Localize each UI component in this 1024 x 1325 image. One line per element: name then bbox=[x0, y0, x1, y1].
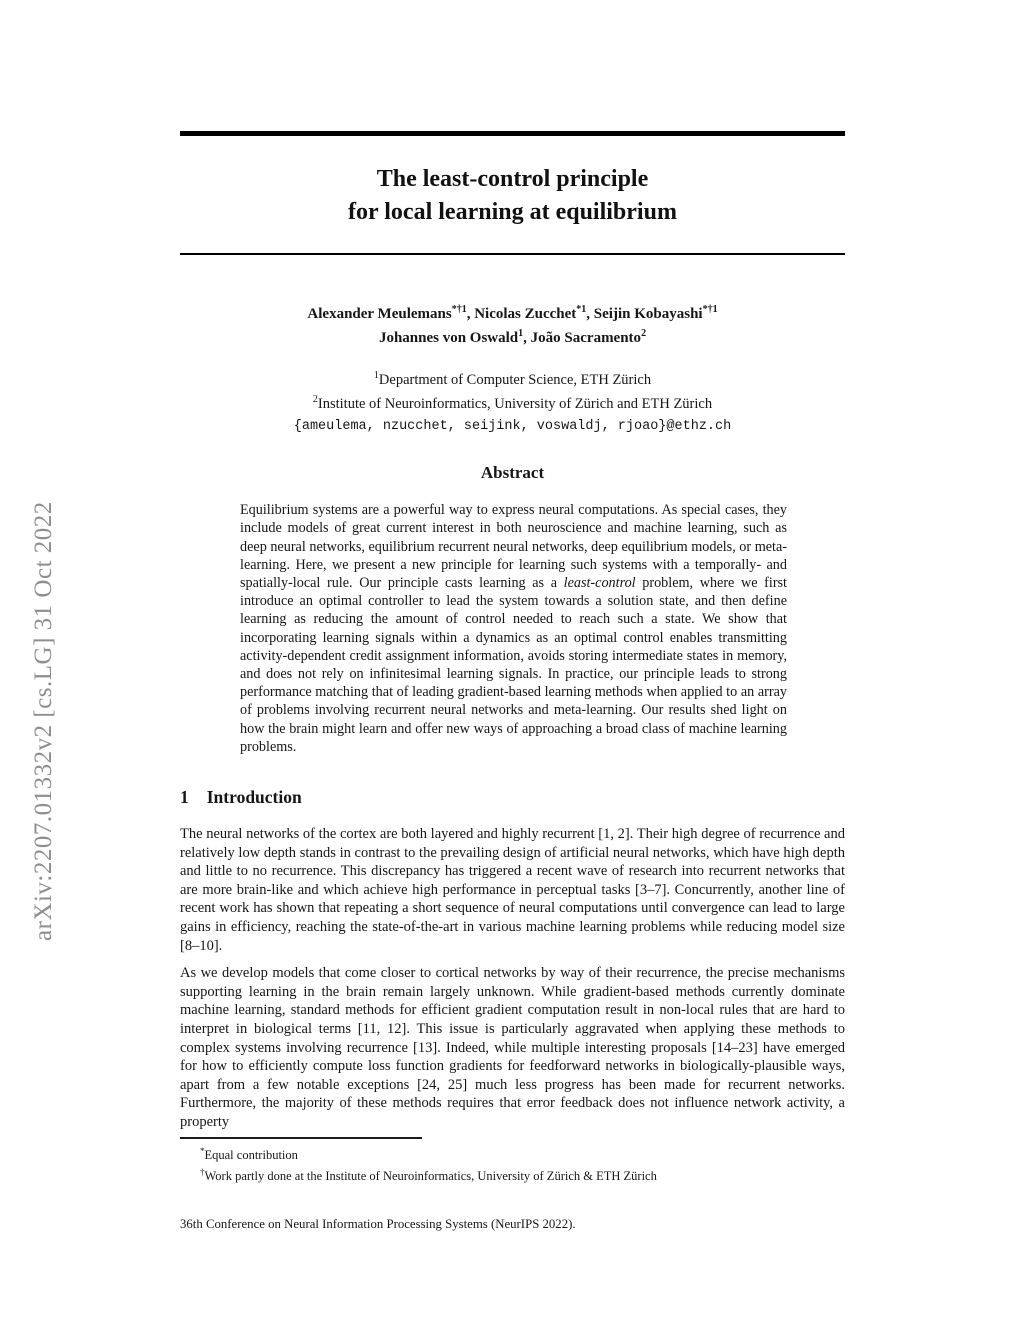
title-rule bbox=[180, 253, 845, 255]
author-affiliation-marker: 1 bbox=[518, 328, 524, 339]
abstract-heading: Abstract bbox=[480, 463, 545, 483]
footnote-text: Equal contribution bbox=[204, 1147, 298, 1162]
footnote-rule bbox=[180, 1137, 422, 1139]
title-line-1: The least-control principle bbox=[376, 166, 649, 192]
intro-paragraph-1: The neural networks of the cortex are both layered and highly recurrent [1, 2]. Their high degree of recurrence and relatively low depth stands in contrast to the prevailing design of artificial neural networks, which have high depth and little to no recurrence. This discrepancy has triggered a recent wave of research into recurrent networks that are more brain-like and which achieve high performance in perceptual tasks [3–7]. Concurrently, another line of recent work has shown that repeating a short sequence of neural computations until convergence can lead to large gains in efficiency, reaching the state-of-the-art in various machine learning problems while reducing model size [8–10]. bbox=[180, 826, 845, 954]
paper-title bbox=[180, 163, 845, 229]
abstract-italic-term: least-control bbox=[563, 574, 636, 591]
footnote-marker: † bbox=[200, 1166, 205, 1177]
affiliation-marker: 1 bbox=[373, 370, 379, 381]
footnote-text: Work partly done at the Institute of Neuroinformatics, University of Zürich & ETH Zürich bbox=[204, 1168, 657, 1183]
arxiv-watermark: arXiv:2207.01332v2 [cs.LG] 31 Oct 2022 bbox=[30, 501, 57, 941]
footnote-block bbox=[180, 1143, 845, 1185]
affiliation-marker: 2 bbox=[312, 394, 318, 406]
authors-line-1 bbox=[180, 300, 845, 324]
authors-line-2 bbox=[180, 324, 845, 348]
top-rule bbox=[180, 131, 845, 136]
affiliation-1 bbox=[180, 366, 845, 390]
abstract-segment: problem, where we first introduce an optimal controller to lead the system towards a solution state, and then define learning as reducing the amount of control needed to reach such a state. We show that incorporating learning signals within a dynamics as an optimal control enables transmitting activity-dependent credit assignment information, avoids storing intermediate states in memory, and does not rely on infinitesimal learning signals. In practice, our principle leads to strong performance matching that of leading gradient-based learning methods when applied to an array of problems involving recurrent neural networks and meta-learning. Our results shed light on how the brain might learn and offer new ways of approaching a broad class of machine learning problems. bbox=[240, 574, 788, 755]
conference-footer: 36th Conference on Neural Information Processing Systems (NeurIPS 2022). bbox=[180, 1216, 576, 1231]
author-block bbox=[180, 300, 845, 348]
email-line: {ameulema, nzucchet, seijink, voswaldj, rjoao}@ethz.ch bbox=[293, 418, 732, 434]
abstract-text bbox=[240, 501, 787, 756]
intro-paragraph-2: As we develop models that come closer to cortical networks by way of their recurrence, the precise mechanisms supporting learning in the brain remain largely unknown. While gradient-based methods currently dominate machine learning, standard methods for efficient gradient computation result in non-local rules that are hard to interpret in biological terms [11, 12]. This issue is particularly aggravated when applying these methods to complex systems involving recurrence [13]. Indeed, while multiple interesting proposals [14–23] have emerged for how to efficiently compute loss function gradients for feedforward networks in biologically-plausible ways, apart from a few notable exceptions [24, 25] much less progress has been made for recurrent networks. Furthermore, the majority of these methods requires that error feedback does not influence network activity, a property bbox=[180, 965, 845, 1130]
author-name: Alexander Meulemans bbox=[307, 306, 452, 322]
affiliation-text: Institute of Neuroinformatics, University of Zürich and ETH Zürich bbox=[317, 396, 713, 413]
section-number: 1 bbox=[180, 787, 189, 807]
affiliation-2 bbox=[180, 390, 845, 414]
affiliation-text: Department of Computer Science, ETH Zürich bbox=[378, 371, 652, 388]
paper-content bbox=[180, 0, 845, 1232]
author-name: , João Sacramento bbox=[523, 330, 642, 346]
author-affiliation-marker: *1 bbox=[576, 304, 587, 315]
author-name: , Seijin Kobayashi bbox=[586, 306, 703, 322]
author-affiliation-marker: *†1 bbox=[451, 304, 467, 315]
author-affiliation-marker: 2 bbox=[641, 328, 647, 339]
footnote-work-partly-done bbox=[180, 1164, 845, 1185]
section-title: Introduction bbox=[206, 787, 302, 807]
footnote-equal-contribution bbox=[180, 1143, 845, 1164]
title-line-2: for local learning at equilibrium bbox=[348, 199, 677, 225]
author-affiliation-marker: *†1 bbox=[702, 304, 718, 315]
footnote-marker: * bbox=[200, 1145, 205, 1156]
section-heading-introduction bbox=[180, 787, 845, 808]
affiliation-block bbox=[180, 366, 845, 436]
author-name: , Nicolas Zucchet bbox=[466, 306, 577, 322]
abstract-segment: Equilibrium systems are a powerful way to express neural computations. As special cases, they include models of great current interest in both neuroscience and machine learning, such as deep neural networks, equilibrium recurrent neural networks, deep equilibrium models, or meta-learning. Here, we present a new principle for learning such systems with a temporally- and spatially-local rule. Our principle casts learning as a bbox=[240, 502, 787, 591]
author-name: Johannes von Oswald bbox=[378, 330, 519, 346]
